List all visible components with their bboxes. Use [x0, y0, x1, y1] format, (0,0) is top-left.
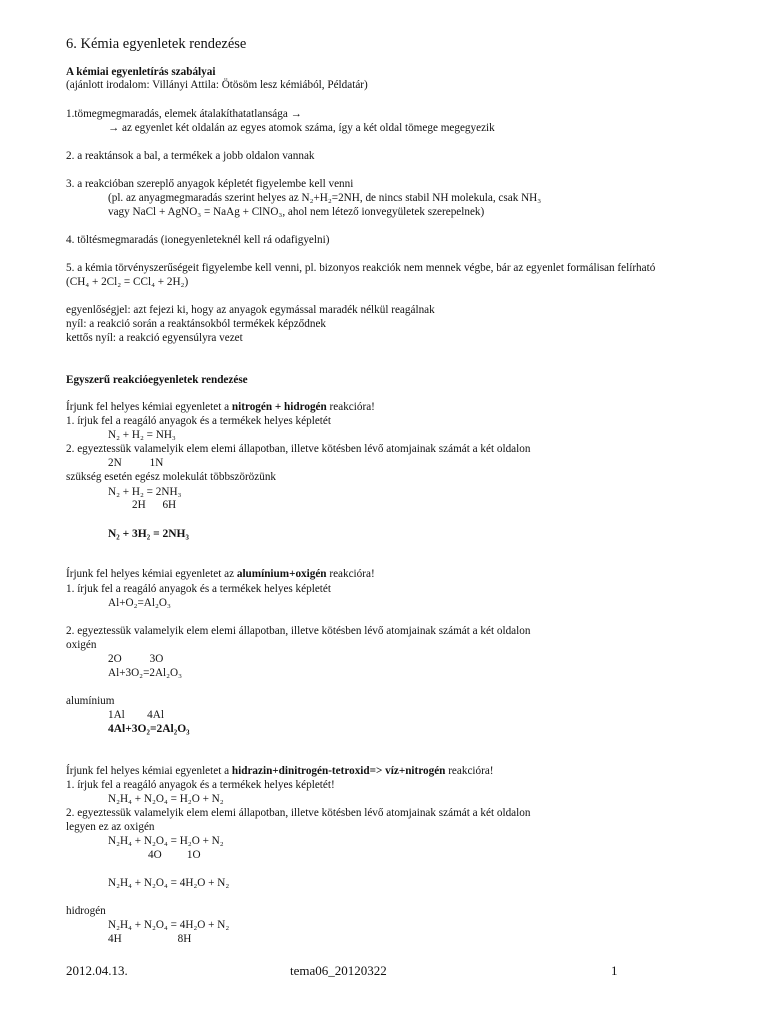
rule-5: 5. a kémia törvényszerűségeit figyelembe kell venni, pl. bizonyos reakciók nem mennek végbe, bár az egyenlet formálisan felírható	[66, 262, 656, 274]
example-2-aluminium-label: alumínium	[66, 695, 115, 707]
example-1-note: szükség esetén egész molekulát többszörözünk	[66, 471, 277, 483]
example-1-count: 2N 1N	[108, 457, 164, 469]
example-2-equation: Al+O₂=Al₂O₃	[108, 597, 171, 609]
example-1-result: N₂ + 3H₂ = 2NH₃	[108, 528, 189, 540]
definition-equals: egyenlőségjel: azt fejezi ki, hogy az anyagok egymással maradék nélkül reagálnak	[66, 304, 435, 316]
rule-1-detail: → az egyenlet két oldalán az egyes atomok száma, így a két oldal tömege megegyezik	[108, 122, 495, 134]
example-3-count: 4O 1O	[148, 849, 201, 861]
step-2: 2. egyeztessük valamelyik elem elemi állapotban, illetve kötésben lévő atomjainak számát a két oldalon	[66, 625, 531, 637]
example-2-count-2: 1Al 4Al	[108, 709, 164, 721]
footer-date: 2012.04.13.	[66, 963, 128, 978]
example-2-count: 2O 3O	[108, 653, 164, 665]
rules-heading: A kémiai egyenletírás szabályai	[66, 66, 216, 78]
rule-1: 1.tömegmegmaradás, elemek átalakíthatatlansága →	[66, 108, 302, 120]
example-2-intro: Írjunk fel helyes kémiai egyenletet az alumínium+oxigén reakcióra!	[66, 568, 375, 580]
example-1-equation-2: N₂ + H₂ = 2NH₃	[108, 486, 182, 498]
example-3-count-2: 4H 8H	[108, 933, 192, 945]
footer-filename: tema06_20120322	[290, 963, 387, 978]
rule-3-example-1: (pl. az anyagmegmaradás szerint helyes az N₂+H₂=2NH, de nincs stabil NH molekula, csak NH₃	[108, 192, 542, 204]
step-1: 1. írjuk fel a reagáló anyagok és a termékek helyes képletét	[66, 415, 331, 427]
step-1: 1. írjuk fel a reagáló anyagok és a termékek helyes képletét!	[66, 779, 335, 791]
example-3-oxygen-label: legyen ez az oxigén	[66, 821, 155, 833]
footer-page-number: 1	[611, 963, 618, 978]
example-3-equation-4: N₂H₄ + N₂O₄ = 4H₂O + N₂	[108, 919, 230, 931]
example-3-intro: Írjunk fel helyes kémiai egyenletet a hidrazin+dinitrogén-tetroxid=> víz+nitrogén reakcióra!	[66, 765, 494, 777]
document-title: 6. Kémia egyenletek rendezése	[66, 36, 247, 52]
example-3-equation-2: N₂H₄ + N₂O₄ = H₂O + N₂	[108, 835, 224, 847]
rules-source: (ajánlott irodalom: Villányi Attila: Ötösöm lesz kémiából, Példatár)	[66, 79, 368, 91]
rule-3: 3. a reakcióban szereplő anyagok képletét figyelembe kell venni	[66, 178, 354, 190]
example-1-intro: Írjunk fel helyes kémiai egyenletet a nitrogén + hidrogén reakcióra!	[66, 401, 375, 413]
example-1-equation: N₂ + H₂ = NH₃	[108, 429, 176, 441]
example-3-equation-3: N₂H₄ + N₂O₄ = 4H₂O + N₂	[108, 877, 230, 889]
rule-3-example-2: vagy NaCl + AgNO₃ = NaAg + ClNO₃, ahol nem létező ionvegyületek szerepelnek)	[108, 206, 485, 218]
step-2: 2. egyeztessük valamelyik elem elemi állapotban, illetve kötésben lévő atomjainak számát a két oldalon	[66, 807, 531, 819]
rule-2: 2. a reaktánsok a bal, a termékek a jobb oldalon vannak	[66, 150, 315, 162]
step-1: 1. írjuk fel a reagáló anyagok és a termékek helyes képletét	[66, 583, 331, 595]
section-heading: Egyszerű reakcióegyenletek rendezése	[66, 374, 248, 386]
definition-double-arrow: kettős nyíl: a reakció egyensúlyra vezet	[66, 332, 243, 344]
example-2-oxygen-label: oxigén	[66, 639, 97, 651]
step-2: 2. egyeztessük valamelyik elem elemi állapotban, illetve kötésben lévő atomjainak számát a két oldalon	[66, 443, 531, 455]
example-1-count-2: 2H 6H	[132, 499, 177, 511]
example-3-equation: N₂H₄ + N₂O₄ = H₂O + N₂	[108, 793, 224, 805]
rule-5-example: (CH₄ + 2Cl₂ = CCl₄ + 2H₂)	[66, 276, 189, 288]
example-3-hydrogen-label: hidrogén	[66, 905, 106, 917]
example-2-equation-2: Al+3O₂=2Al₂O₃	[108, 667, 183, 679]
rule-4: 4. töltésmegmaradás (ionegyenleteknél kell rá odafigyelni)	[66, 234, 330, 246]
example-2-result: 4Al+3O₂=2Al₂O₃	[108, 723, 190, 735]
definition-arrow: nyíl: a reakció során a reaktánsokból termékek képződnek	[66, 318, 327, 330]
